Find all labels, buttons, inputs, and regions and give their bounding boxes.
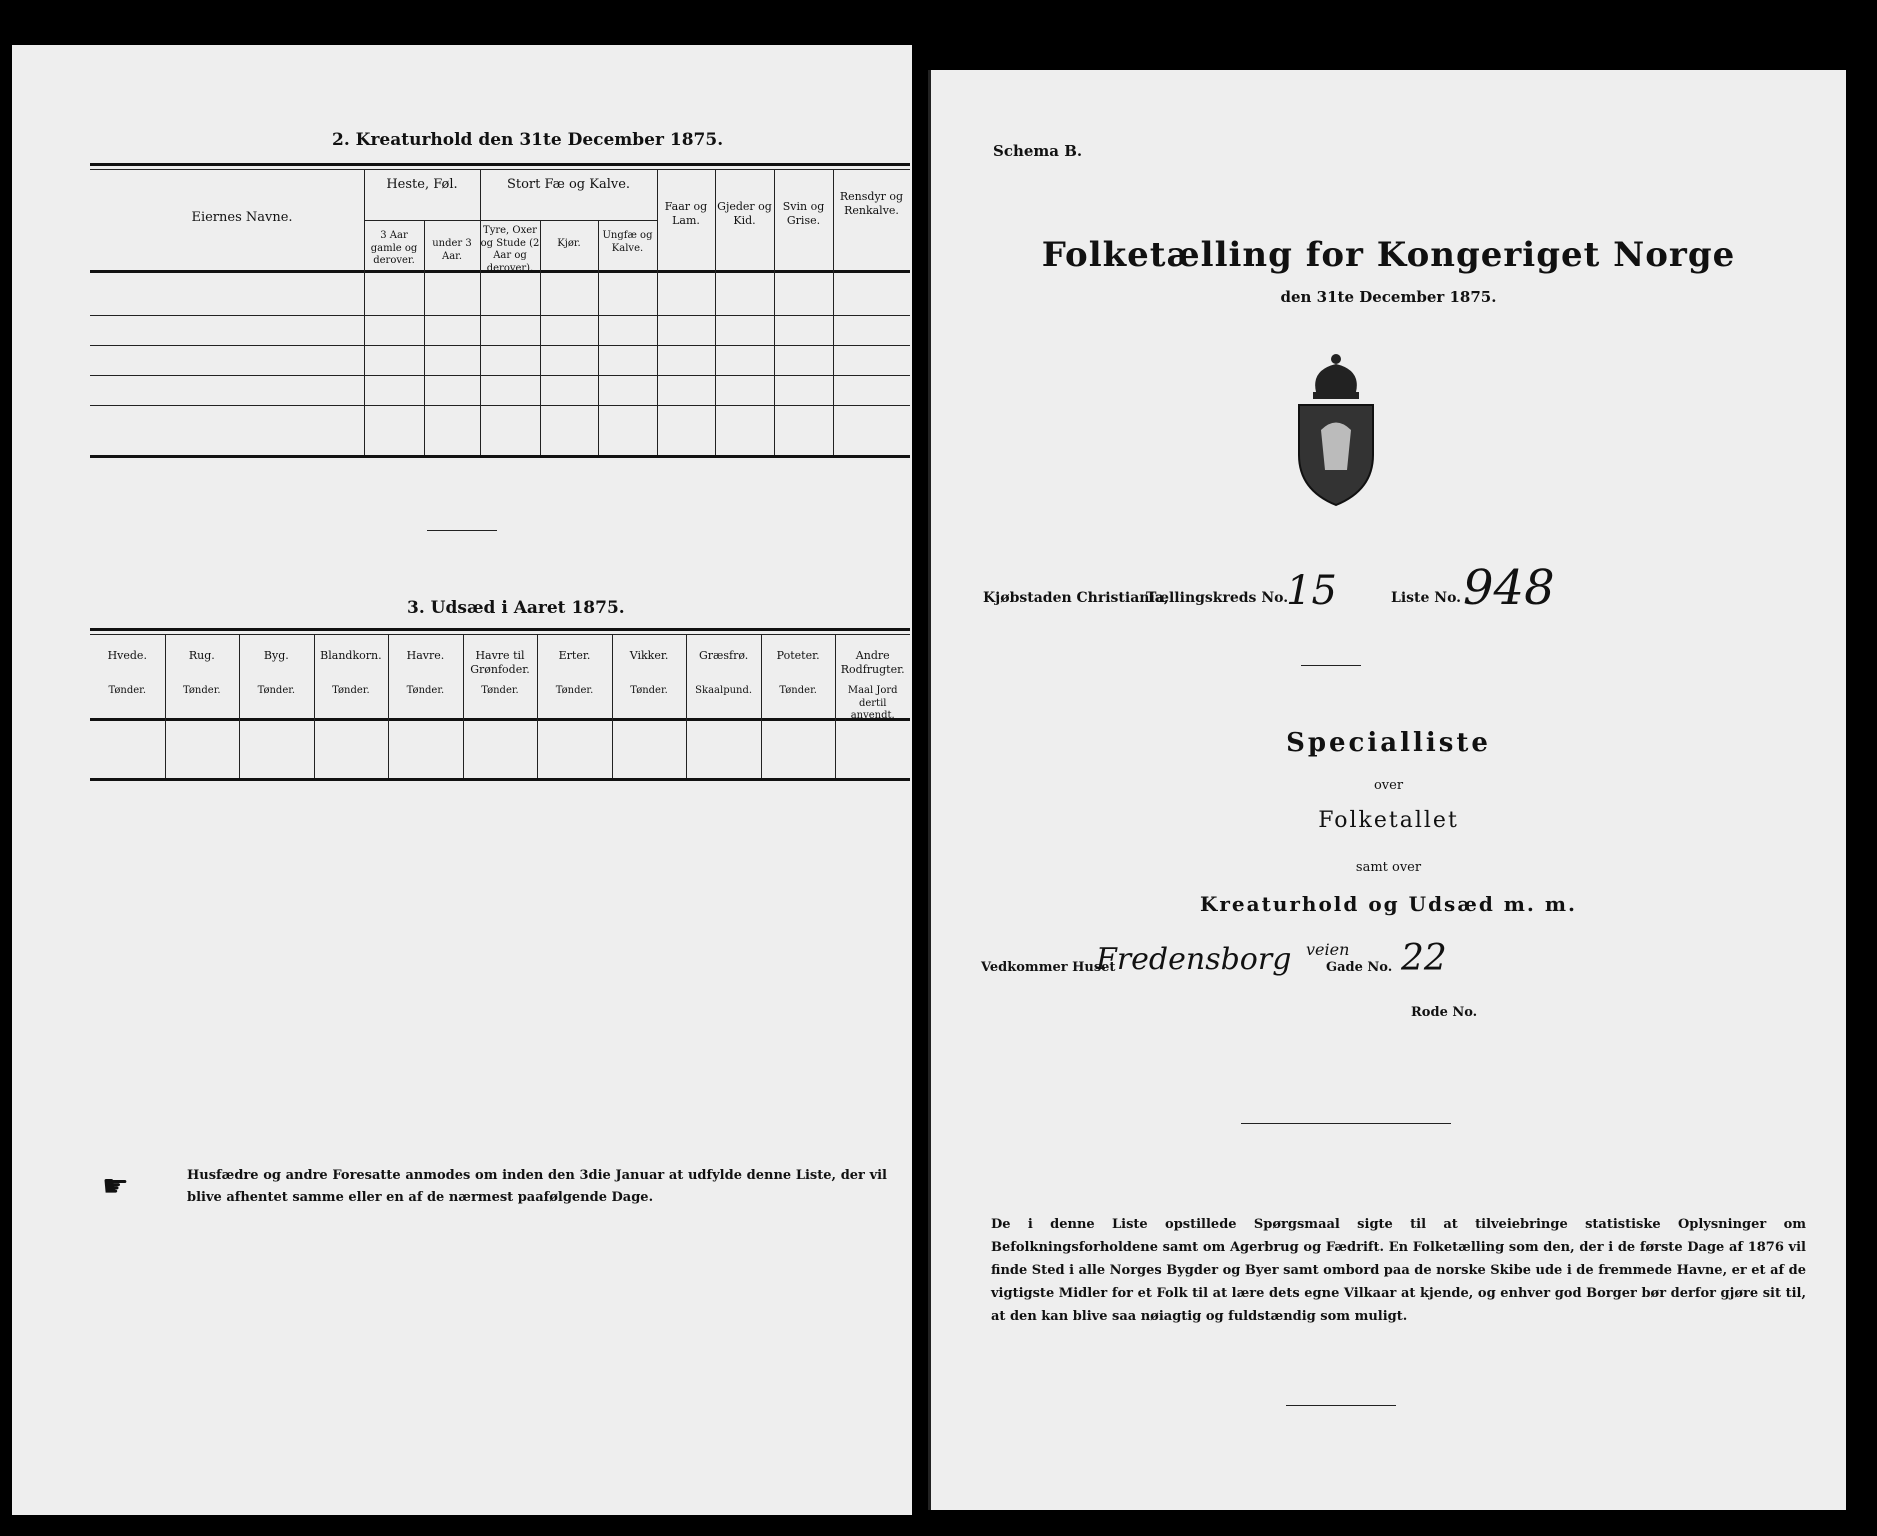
table3-col-name: Havre. [406, 649, 445, 662]
rode-label: Rode No. [1411, 1005, 1478, 1020]
col-goats: Gjeder og Kid. [717, 200, 772, 227]
table3-top-rule-2 [90, 634, 910, 635]
specialliste-title: Specialliste [1286, 728, 1491, 758]
table3-col-unit: Tønder. [108, 685, 147, 696]
table3-col-unit: Tønder. [332, 685, 370, 696]
table2-top-rule [90, 163, 910, 166]
col-sheep: Faar og Lam. [664, 200, 708, 227]
district-label: Tællingskreds No. [1146, 590, 1289, 606]
divider [427, 530, 497, 531]
table3-col-name: Vikker. [629, 649, 669, 662]
table3-header-rule [90, 718, 910, 721]
table3-col-name: Rug. [188, 649, 215, 662]
table3-col-unit: Tønder. [555, 685, 594, 696]
divider [1301, 665, 1361, 666]
table3-col-name: Havre til Grønfoder. [470, 649, 530, 676]
table3-col-unit: Tønder. [481, 685, 519, 696]
divider [1286, 1405, 1396, 1406]
gade-label: Gade No. [1326, 960, 1393, 975]
col-horses-under3: under 3 Aar. [432, 238, 472, 262]
table2-row-line [90, 315, 910, 316]
over-text: over [1373, 778, 1404, 793]
pointing-hand-icon: ☛ [102, 1169, 129, 1204]
table3-col-unit: Tønder. [406, 685, 445, 696]
table2-row-line [90, 345, 910, 346]
folketallet-text: Folketallet [1318, 808, 1459, 833]
notice-text: Husfædre og andre Foresatte anmodes om inden den 3die Januar at udfylde denne Liste, der vil blive afhentet samme eller en af de nærmest paafølgende Dage. [187, 1168, 887, 1205]
table2-col-line [364, 169, 365, 455]
samt-over-text: samt over [1355, 860, 1422, 875]
table3-top-rule [90, 628, 910, 631]
table3-col-unit: Tønder. [183, 685, 221, 696]
col-group-horses: Heste, Føl. [386, 177, 458, 192]
table2-col-line [598, 220, 599, 455]
table3-col-name: Erter. [558, 649, 591, 662]
table2-col-line [480, 169, 481, 455]
city-label: Kjøbstaden Christiania, [983, 590, 1169, 606]
table2-bottom-rule [90, 455, 910, 458]
left-page [12, 45, 912, 1515]
table3-col-unit: Tønder. [257, 685, 296, 696]
table3-col-name: Poteter. [776, 649, 820, 662]
col-cattle-young: Ungfæ og Kalve. [602, 230, 653, 254]
kreaturhold-text: Kreaturhold og Udsæd m. m. [1200, 892, 1577, 916]
table2-col-line [540, 220, 541, 455]
table2-top-rule-2 [90, 169, 910, 170]
col-pigs: Svin og Grise. [782, 200, 825, 227]
house-number: 22 [1401, 938, 1447, 979]
col-horses-3plus: 3 Aar gamle og derover. [370, 230, 418, 266]
intro-paragraph: De i denne Liste opstillede Spørgsmaal sigte til at tilveiebringe statistiske Oplysninger om Befolkningsforholdene samt om Agerbrug og Fædrift. En Folketælling som den, der i de første Dage af 1876 vil finde Sted i alle Norges Bygder og Byer samt ombord paa de norske Skibe ude i de fremmede Havne, er et af de vigtigste Midler for et Folk til at lære dets egne Vilkaar at kjende, og enhver god Borger bør derfor gjøre sit til, at den kan blive saa nøiagtig og fuldstændig som muligt. [991, 1217, 1806, 1324]
divider [1241, 1123, 1451, 1124]
district-number: 15 [1286, 568, 1337, 614]
section-3-title: 3. Udsæd i Aaret 1875. [407, 598, 625, 618]
table2-group-rule [364, 220, 657, 221]
col-reindeer: Rensdyr og Renkalve. [839, 190, 904, 217]
section-2-title: 2. Kreaturhold den 31te December 1875. [332, 130, 724, 150]
list-label: Liste No. [1391, 590, 1462, 606]
table3-bottom-rule [90, 778, 910, 781]
schema-label: Schema B. [993, 142, 1083, 160]
table3-col-unit: Maal Jord dertil anvendt. [847, 685, 898, 721]
table3-col-unit: Tønder. [779, 685, 817, 696]
street-handwritten: Fredensborg [1096, 942, 1292, 977]
street-suffix-handwritten: veien [1306, 940, 1350, 959]
table2-row-line [90, 405, 910, 406]
col-owner-names: Eiernes Navne. [191, 210, 293, 225]
col-group-cattle: Stort Fæ og Kalve. [506, 177, 631, 192]
table3-col-name: Byg. [263, 649, 289, 662]
table3-col-unit: Tønder. [630, 685, 668, 696]
house-label: Vedkommer Huset [981, 960, 1116, 975]
list-number: 948 [1463, 560, 1555, 616]
table3-col-name: Græsfrø. [698, 649, 749, 662]
table2-row-line [90, 375, 910, 376]
table3-col-unit: Skaalpund. [695, 685, 753, 696]
coat-of-arms-icon [1281, 350, 1391, 510]
date-subtitle: den 31te December 1875. [1280, 288, 1497, 306]
main-title: Folketælling for Kongeriget Norge [1041, 235, 1736, 275]
table3-col-name: Andre Rodfrugter. [840, 649, 905, 676]
table3-col-name: Blandkorn. [320, 649, 382, 662]
table3-col-name: Hvede. [107, 649, 147, 662]
col-cattle-cows: Kjør. [557, 238, 581, 249]
right-page [928, 70, 1846, 1510]
col-cattle-bulls: Tyre, Oxer og Stude (2 Aar og derover). [480, 225, 540, 274]
